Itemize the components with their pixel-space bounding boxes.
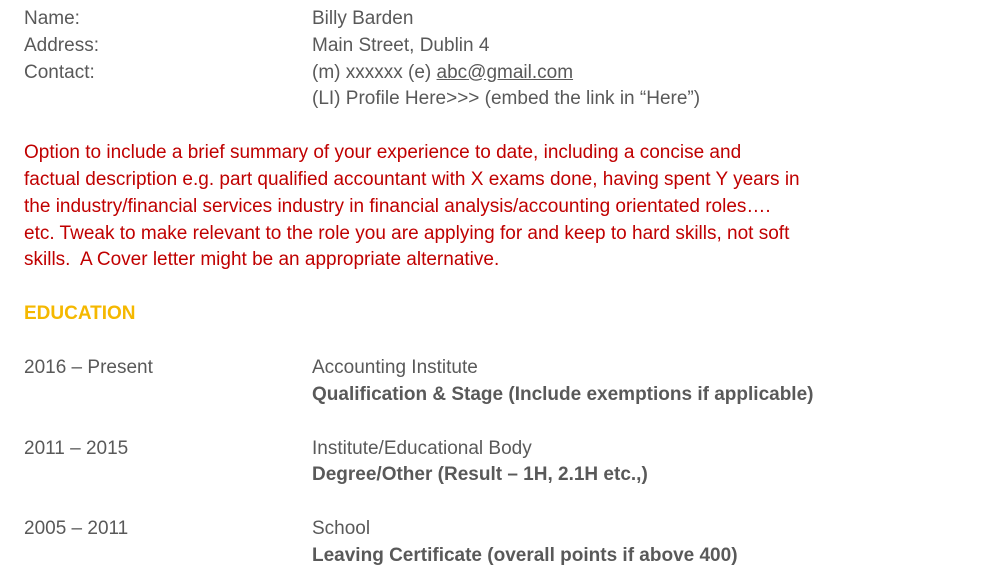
education-entry-first-line bbox=[24, 516, 974, 543]
education-heading[interactable]: EDUCATION bbox=[24, 303, 136, 325]
education-entry-second-line bbox=[24, 382, 974, 409]
education-dates[interactable]: 2005 – 2011 bbox=[24, 518, 129, 540]
summary-line: skills. A Cover letter might be an appropriate alternative. bbox=[24, 249, 500, 271]
education-institution[interactable]: Institute/Educational Body bbox=[312, 437, 532, 459]
education-entry bbox=[24, 355, 974, 409]
name-row bbox=[24, 6, 974, 33]
address-row bbox=[24, 33, 974, 60]
education-entry bbox=[24, 436, 974, 490]
summary-line: Option to include a brief summary of your experience to date, including a concise and bbox=[24, 142, 742, 164]
education-spacer bbox=[24, 382, 312, 409]
summary-line: the industry/financial services industry in financial analysis/accounting orientated roles…. bbox=[24, 195, 771, 217]
cv-document bbox=[24, 6, 974, 570]
address-value[interactable]: Main Street, Dublin 4 bbox=[312, 34, 490, 56]
contact-label: Contact: bbox=[24, 61, 95, 83]
education-spacer bbox=[24, 543, 312, 570]
education-detail[interactable]: Leaving Certificate (overall points if above 400) bbox=[312, 544, 738, 566]
education-spacer bbox=[24, 462, 312, 489]
education-dates[interactable]: 2016 – Present bbox=[24, 356, 153, 378]
education-entry-second-line bbox=[24, 543, 974, 570]
education-entry-first-line bbox=[24, 436, 974, 463]
education-detail[interactable]: Degree/Other (Result – 1H, 2.1H etc.,) bbox=[312, 464, 648, 486]
education-entry-first-line bbox=[24, 355, 974, 382]
summary-line: etc. Tweak to make relevant to the role you are applying for and keep to hard skills, not soft bbox=[24, 222, 790, 244]
summary-line: factual description e.g. part qualified accountant with X exams done, having spent Y years in bbox=[24, 168, 800, 190]
name-label: Name: bbox=[24, 8, 80, 29]
email-link[interactable]: abc@gmail.com bbox=[436, 61, 574, 83]
linkedin-text[interactable]: (LI) Profile Here>>> (embed the link in “Here”) bbox=[312, 88, 701, 110]
name-value[interactable]: Billy Barden bbox=[312, 8, 414, 29]
summary-paragraph[interactable] bbox=[24, 140, 854, 274]
education-detail[interactable]: Qualification & Stage (Include exemptions if applicable) bbox=[312, 383, 814, 405]
linkedin-row bbox=[24, 86, 974, 113]
contact-value bbox=[312, 60, 974, 87]
contact-row bbox=[24, 60, 974, 87]
phone-text[interactable]: (m) xxxxxx (e) bbox=[312, 61, 437, 83]
linkedin-label-spacer bbox=[24, 86, 312, 113]
education-institution[interactable]: School bbox=[312, 518, 371, 540]
education-institution[interactable]: Accounting Institute bbox=[312, 356, 478, 378]
education-entry-second-line bbox=[24, 462, 974, 489]
education-dates[interactable]: 2011 – 2015 bbox=[24, 437, 129, 459]
education-entry bbox=[24, 516, 974, 570]
address-label: Address: bbox=[24, 34, 99, 56]
